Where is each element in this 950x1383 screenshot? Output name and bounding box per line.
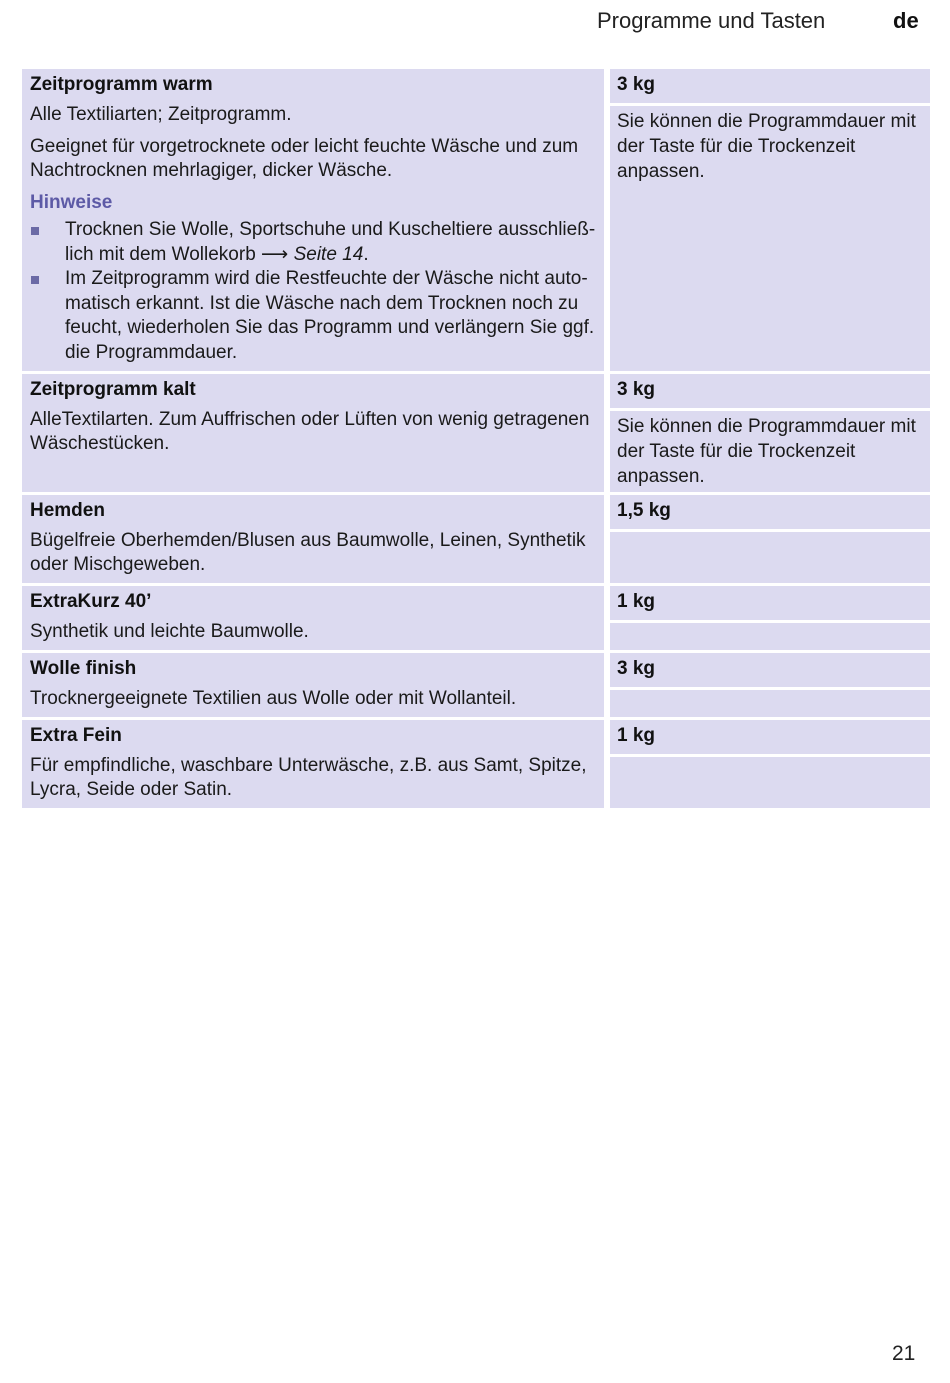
program-row-zeitprogramm-kalt — [22, 374, 932, 492]
program-name: Hemden — [30, 500, 105, 521]
program-load-column — [610, 495, 930, 583]
page-reference-link[interactable]: Seite 14 — [293, 243, 364, 265]
program-description-cell — [22, 586, 604, 650]
program-text: AlleTextilarten. Zum Auffrischen oder Lüften von wenig getragenen Wäschestücken. — [30, 409, 590, 454]
max-load-cell — [610, 720, 930, 754]
note-end: . — [363, 243, 369, 265]
program-text: Trocknergeeignete Textilien aus Wolle oder mit Wollanteil. — [30, 688, 517, 709]
program-load-column — [610, 374, 930, 492]
program-load-column — [610, 69, 930, 371]
program-load-column — [610, 720, 930, 808]
note-text: Trocknen Sie Wolle, Sportschuhe und Kuscheltiere ausschließ-lich mit dem Wollekorb — [65, 219, 596, 265]
program-description-cell — [22, 69, 604, 371]
info-cell — [610, 106, 930, 371]
max-load-cell — [610, 653, 930, 687]
notes-heading: Hinweise — [30, 192, 113, 213]
program-description-cell — [22, 653, 604, 717]
program-name: Extra Fein — [30, 725, 122, 746]
max-load-cell — [610, 495, 930, 529]
max-load-cell — [610, 586, 930, 620]
max-load: 1,5 kg — [617, 500, 671, 521]
info-cell — [610, 690, 930, 717]
square-bullet-icon — [30, 218, 65, 267]
note-text: Im Zeitprogramm wird die Restfeuchte der Wäsche nicht auto-matisch erkannt. Ist die Wäsche nach dem Trocknen noch zu feucht, wiederholen Sie das Programm und verlängern Sie ggf. die Programmdauer. — [65, 268, 595, 363]
note-item — [30, 267, 596, 365]
max-load: 3 kg — [617, 658, 656, 679]
info-text: Sie können die Programmdauer mit der Taste für die Trockenzeit anpassen. — [617, 416, 916, 487]
info-cell — [610, 411, 930, 492]
program-text: Für empfindliche, waschbare Unterwäsche, z.B. aus Samt, Spitze, Lycra, Seide oder Satin. — [30, 755, 587, 800]
section-title: Programme und Tasten — [597, 8, 826, 33]
program-table — [22, 69, 932, 811]
note-item — [30, 218, 596, 267]
program-text: Synthetik und leichte Baumwolle. — [30, 621, 309, 642]
info-cell — [610, 532, 930, 583]
program-load-column — [610, 586, 930, 650]
program-description-cell — [22, 374, 604, 492]
program-text: Alle Textiliarten; Zeitprogramm. — [30, 104, 292, 125]
program-row-wolle-finish — [22, 653, 932, 717]
program-name: ExtraKurz 40’ — [30, 591, 152, 612]
square-bullet-icon — [30, 267, 65, 365]
program-load-column — [610, 653, 930, 717]
max-load-cell — [610, 69, 930, 103]
program-row-hemden — [22, 495, 932, 583]
program-name: Zeitprogramm kalt — [30, 379, 196, 400]
program-text: Geeignet für vorgetrocknete oder leicht feuchte Wäsche und zum Nachtrocknen mehrlagiger, dicker Wäsche. — [30, 136, 579, 181]
max-load: 3 kg — [617, 74, 656, 95]
program-row-extrakurz-40 — [22, 586, 932, 650]
arrow-icon: ⟶ — [261, 243, 289, 265]
program-name: Wolle finish — [30, 658, 137, 679]
program-name: Zeitprogramm warm — [30, 74, 213, 95]
program-description-cell — [22, 720, 604, 808]
info-cell — [610, 623, 930, 650]
language-code: de — [893, 8, 919, 33]
program-text: Bügelfreie Oberhemden/Blusen aus Baumwolle, Leinen, Synthetik oder Mischgeweben. — [30, 530, 586, 575]
max-load: 1 kg — [617, 725, 656, 746]
page-number: 21 — [892, 1342, 916, 1365]
max-load: 1 kg — [617, 591, 656, 612]
info-text: Sie können die Programmdauer mit der Taste für die Trockenzeit anpassen. — [617, 111, 916, 182]
max-load: 3 kg — [617, 379, 656, 400]
info-cell — [610, 757, 930, 808]
program-row-extra-fein — [22, 720, 932, 808]
program-description-cell — [22, 495, 604, 583]
max-load-cell — [610, 374, 930, 408]
program-row-zeitprogramm-warm — [22, 69, 932, 371]
